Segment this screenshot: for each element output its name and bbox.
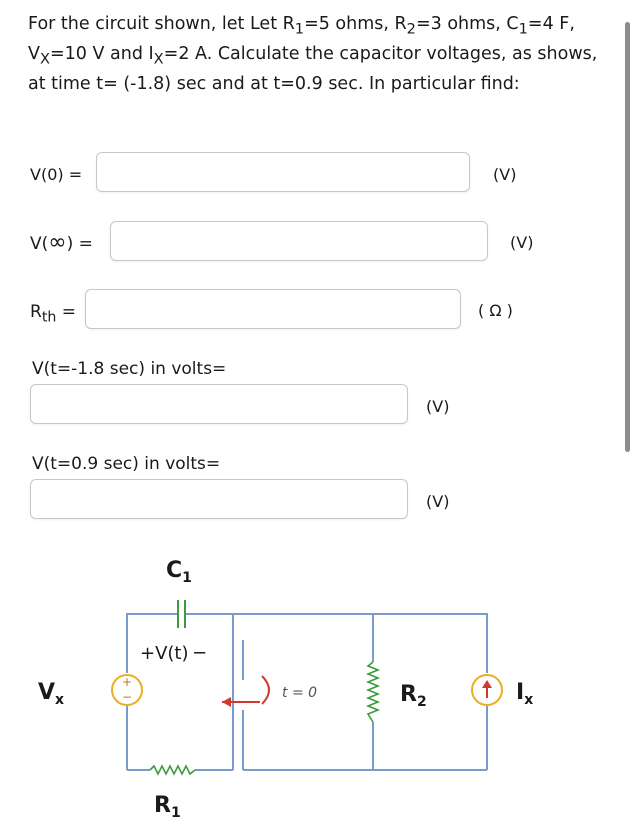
- vt1-question: V(t=-1.8 sec) in volts=: [32, 359, 227, 379]
- ix-label: $I_x$: [516, 680, 534, 708]
- v0-unit: (V): [493, 165, 517, 184]
- vinf-label: V(∞) =: [30, 230, 93, 255]
- capacitor-c1: [178, 600, 185, 628]
- vt2-question: V(t=0.9 sec) in volts=: [32, 454, 221, 474]
- vt1-unit: (V): [426, 397, 450, 416]
- vt2-unit: (V): [426, 492, 450, 511]
- switch: [222, 676, 269, 707]
- current-source-ix: [472, 675, 502, 705]
- resistor-r2: [368, 662, 378, 722]
- vx-label: $V_x$: [38, 680, 65, 708]
- vinf-unit: (V): [510, 233, 534, 252]
- resistor-r1: [150, 766, 195, 774]
- svg-text:−: −: [121, 690, 133, 704]
- vt-label: +V(t) ─: [140, 643, 206, 664]
- r1-label: $R_1$: [154, 793, 181, 821]
- infinity-symbol: ∞: [48, 230, 67, 255]
- c1-label: $C_1$: [166, 558, 192, 586]
- r2-label: $R_2$: [400, 682, 427, 710]
- problem-statement: For the circuit shown, let Let $R_1=5$ ohms, $R_2=3$ ohms, $C_1=4$ F, $V_X=10$ V and $I_X=2$ A. Calculate the capacitor voltages, as shows, at time t= (-1.8) sec and at t=0.9 sec. In particular find:: [28, 14, 598, 94]
- switch-label: t = 0: [282, 685, 318, 701]
- svg-text:+: +: [121, 675, 133, 689]
- voltage-source-vx: [112, 675, 142, 705]
- rth-label: $R_{th}$ =: [30, 302, 76, 326]
- rth-unit: ( Ω ): [478, 301, 513, 320]
- v0-label: V(0) =: [30, 165, 83, 184]
